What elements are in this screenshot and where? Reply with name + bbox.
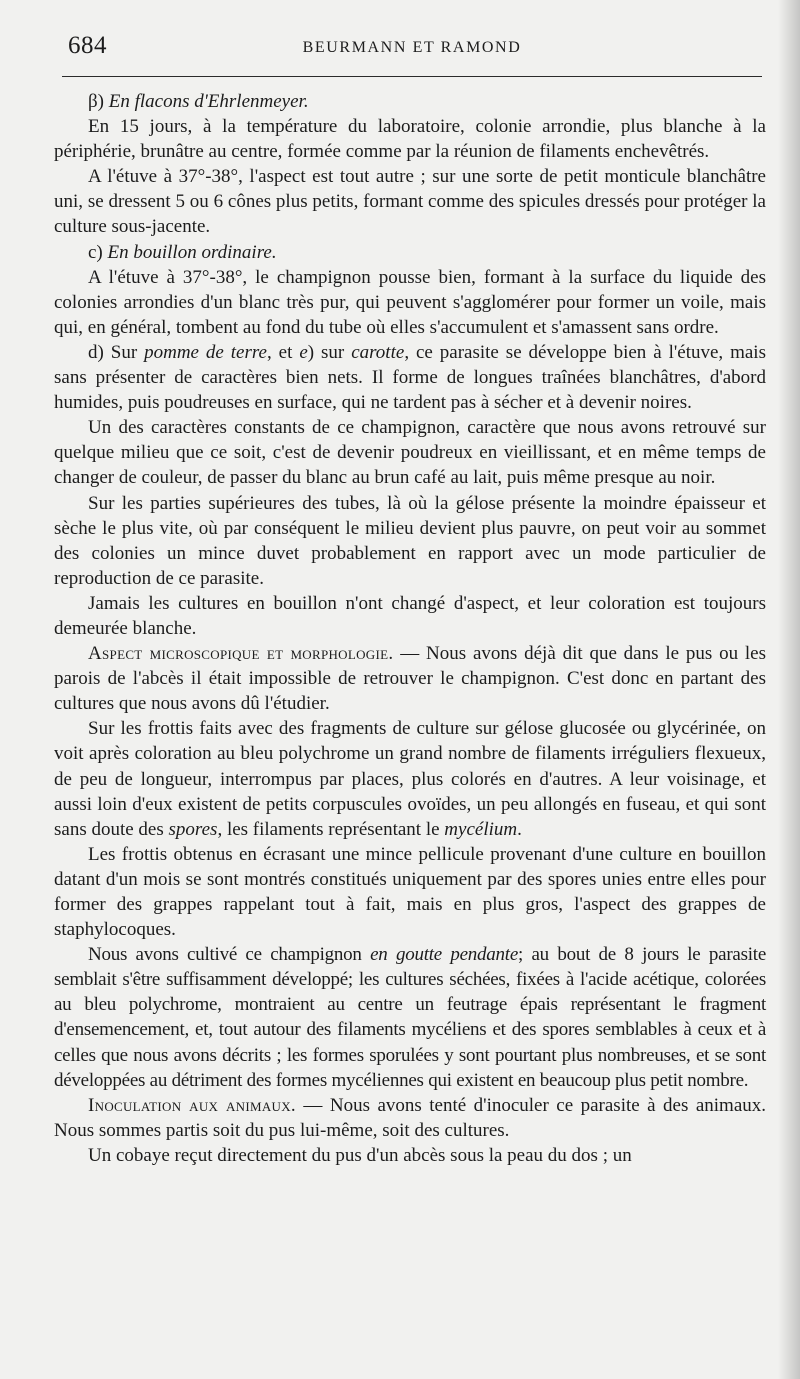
- page-edge-shadow: [778, 0, 800, 1379]
- text-run: , et: [267, 341, 300, 363]
- paragraph-aspect-microscopique: [54, 641, 766, 716]
- paragraph: A l'étuve à 37°-38°, le champignon pousse bien, formant à la surface du liquide des colonies arrondies d'un blanc très pur, qui peuvent s'agglomérer pour former un voile, mais qui, en général, tombent au fond du tube où elles s'accumulent et s'amassent sans ordre.: [54, 266, 766, 338]
- paragraph: En 15 jours, à la température du laboratoire, colonie arrondie, plus blanche à la périphérie, brunâtre au centre, formée comme par la réunion de filaments enchevêtrés.: [54, 116, 766, 163]
- paragraph-flacons-heading: [54, 89, 766, 114]
- text-run: .: [517, 818, 522, 840]
- subsection-title: En bouillon ordinaire.: [107, 241, 277, 263]
- paragraph: Sur les parties supérieures des tubes, là où la gélose présente la moindre épaisseur et sèche le plus vite, où par conséquent le milieu devient plus pauvre, on peut voir au sommet des colonies un mince duvet probablement en rapport avec un mode particulier de reproduction de ce parasite.: [54, 492, 766, 589]
- paragraph: Un des caractères constants de ce champignon, caractère que nous avons retrouvé sur quelque milieu que ce soit, c'est de devenir poudreux en vieillissant, et en même temps de changer de couleur, de passer du blanc au brun café au lait, puis même presque au noir.: [54, 417, 766, 489]
- italic-term: e: [299, 341, 308, 363]
- page-number: 684: [68, 32, 107, 59]
- italic-term: pomme de terre: [144, 341, 267, 363]
- paragraph: Un cobaye reçut directement du pus d'un abcès sous la peau du dos ; un: [88, 1144, 632, 1166]
- subsection-title: En flacons d'Ehrlenmeyer.: [108, 91, 309, 112]
- italic-term: mycélium: [444, 818, 518, 840]
- paragraph: A l'étuve à 37°-38°, l'aspect est tout autre ; sur une sorte de petit monticule blanchâtre uni, se dressent 5 ou 6 cônes plus petits, formant comme des spicules dressés pour protéger la culture sous-jacente.: [54, 166, 766, 238]
- text-run: d) Sur: [88, 341, 145, 363]
- running-head: BEURMANN ET RAMOND: [302, 39, 522, 56]
- section-heading: Inoculation aux animaux.: [88, 1094, 296, 1116]
- text-run: Nous avons cultivé ce champignon: [88, 944, 371, 966]
- list-marker: β): [88, 91, 109, 112]
- italic-term: carotte: [351, 341, 405, 363]
- paragraph-goutte-pendante: [54, 942, 766, 1093]
- text-run: Sur les frottis faits avec des fragments de culture sur gélose glucosée ou glycérinée, on voit après coloration au bleu polychrome un grand nombre de filaments irréguliers flexueux, de peu de longueur, interrompus par places, plus colorés en d'autres. A leur voisinage, et aussi loin d'eux existent de petits corpuscules ovoïdes, un peu allongés en fuseau, et qui sont sans doute des: [54, 718, 766, 840]
- list-marker: c): [88, 241, 108, 263]
- text-run: — Nous avons déjà dit que dans le pus ou les parois de l'abcès il était impossible de retrouver le champignon. C'est donc en partant des cultures que nous avons dû l'étudier.: [54, 643, 766, 715]
- paragraph-bouillon-heading: [54, 240, 766, 265]
- text-run: , les filaments représentant le: [217, 818, 445, 840]
- paragraph-frottis: [54, 716, 766, 841]
- body-text: [54, 89, 766, 1168]
- text-run: ; au bout de 8 jours le parasite semblait s'être suffisamment développé; les cultures séchées, fixées à l'acide acétique, colorées au bleu polychrome, montraient au centre un feutrage épais représentant le fragment d'ensemencement, et, tout autour des filaments mycéliens et des spores semblables à ceux et à celles que nous avons décrits ; les formes sporulées y sont pourtant plus nombreuses, et se sont développées au détriment des formes mycéliennes qui existent en beaucoup plus petit nombre.: [54, 944, 767, 1091]
- text-run: ) sur: [307, 341, 352, 363]
- text-run: , ce parasite se développe bien à l'étuve, mais sans présenter de caractères bien nets. Il forme de longues traînées blanchâtres, d'abord humides, puis poudreuses en surface, qui ne tardent pas à sécher et à devenir noires.: [54, 341, 766, 414]
- header-rule: [62, 76, 762, 77]
- italic-term: en goutte pendante: [370, 944, 519, 966]
- section-heading: Aspect microscopique et morphologie.: [88, 643, 394, 665]
- text-run: — Nous avons tenté d'inoculer ce parasite à des animaux. Nous sommes partis soit du pus lui-même, soit des cultures.: [54, 1094, 766, 1141]
- paragraph: Les frottis obtenus en écrasant une mince pellicule provenant d'une culture en bouillon datant d'un mois se sont montrés constitués uniquement par des spores unies entre elles pour former des grappes rappelant tout à fait, mais en plus gros, l'aspect des grappes de staphylocoques.: [54, 843, 766, 941]
- paragraph-inoculation: [54, 1093, 766, 1143]
- paragraph-pomme-de-terre: [54, 340, 766, 415]
- italic-term: spores: [168, 818, 218, 840]
- paragraph: Jamais les cultures en bouillon n'ont changé d'aspect, et leur coloration est toujours demeurée blanche.: [54, 592, 766, 639]
- page-header: [58, 28, 766, 68]
